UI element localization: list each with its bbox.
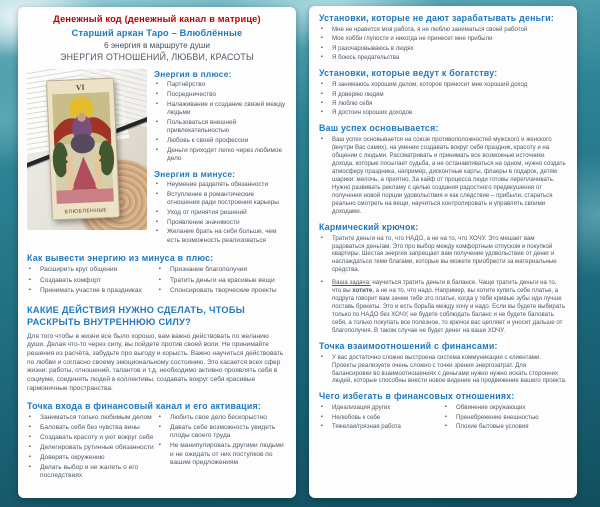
- actions-section-title: КАКИЕ ДЕЙСТВИЯ НУЖНО СДЕЛАТЬ, ЧТОБЫ РАСКРЫТЬ ВНУТРЕННЮЮ СИЛУ?: [27, 304, 246, 327]
- relations-list: [319, 354, 567, 386]
- tarot-card-numeral: VI: [75, 82, 85, 93]
- document-header: [27, 14, 287, 63]
- balance-section-title: Как вывести энергию из минуса в плюс:: [27, 253, 214, 264]
- list-item: ▪ Тратить деньги на красивые вещи: [157, 277, 287, 286]
- karmic-task-label: Ваша задача:: [332, 279, 371, 287]
- entry-col2: [157, 414, 287, 483]
- list-item: ▪ Спонсировать творческие проекты: [157, 287, 287, 296]
- header-arcana-title: Старший аркан Таро – Влюблённые: [71, 27, 243, 38]
- entry-section-title: Точка входа в финансовый канал и его активация:: [27, 400, 262, 411]
- list-item: ▪ Заниматься только любимым делом: [27, 414, 157, 423]
- wealth-list: [319, 81, 567, 117]
- energy-plus-list: [154, 81, 287, 163]
- list-item: ▪ Расширить круг общения: [27, 266, 157, 275]
- list-item: ▪ Партнёрство: [154, 81, 287, 89]
- list-item: ▪ Я разочаровываюсь в людях: [319, 45, 567, 53]
- avoid-col1: [319, 404, 443, 432]
- list-item: ▪ Пользоваться внешней привлекательностью: [154, 119, 287, 136]
- success-list: [319, 136, 567, 215]
- entry-col1: [27, 414, 157, 483]
- list-item: ▪ Я достоин хороших доходов: [319, 109, 567, 117]
- wealth-section-title: Установки, которые ведут к богатству:: [319, 68, 498, 79]
- list-item: ▪ Налаживание и создание связей между людьми: [154, 101, 287, 118]
- list-item: ▪ Мне не нравится моя работа, я не люблю заниматься своей работой: [319, 26, 567, 34]
- header-energy-number: 6 энергия в маршруте души: [104, 41, 210, 50]
- list-item: ▪ Доверять окружению: [27, 454, 157, 463]
- success-paragraph: ▪ Ваш успех основывается на союзе противоположностей мужского и женского (внутри Вас самих), на умении создавать вокруг себя праздник, красоту и на общении с людьми. Рассматривать и принимать все возможные источники дохода, которые посылает судьба, а не останавливаться на одном, нужно создать атмосферу праздника, например, дисконтные карты, флаеры в подарок, детям шарики: мелочь, а приятно. За кайф от процесса люди готовы переплачивать. Нужно развивать рекламу с целью создания радостного предвкушения от получения новой порции удовольствия и как следствие – прибыли, стараться реально смотреть на вещи, научиться контролировать и управлять своими доходами.: [319, 136, 567, 215]
- avoid-section-title: Чего избегать в финансовых отношениях:: [319, 391, 515, 402]
- energy-lists: [154, 69, 287, 246]
- tarot-photo: [27, 69, 147, 230]
- list-item: ▪ Делать выбор и не жалеть о его последствиях: [27, 464, 157, 481]
- list-item: ▪ Уход от принятия решений: [154, 209, 287, 217]
- list-item: ▪ Любить свое дело бескорыстно: [157, 414, 287, 423]
- list-item: ▪ Я боюсь предательства: [319, 54, 567, 62]
- header-energy-theme: ЭНЕРГИЯ ОТНОШЕНИЙ, ЛЮБВИ, КРАСОТЫ: [60, 52, 254, 63]
- list-item: ▪ Желание брать на себя больше, чем есть возможность реализоваться: [154, 228, 287, 245]
- list-item: ▪ Я люблю себя: [319, 100, 567, 108]
- list-item: ▪ Вступление в романтические отношения ради построения карьеры: [154, 191, 287, 208]
- blocking-list: [319, 26, 567, 62]
- balance-col1: [27, 266, 157, 296]
- list-item: ▪ Делегировать рутинные обязанности: [27, 444, 157, 453]
- list-item: ▪ Создавать комфорт: [27, 277, 157, 286]
- energy-minus-list: [154, 181, 287, 245]
- balance-columns: [27, 266, 287, 296]
- list-item: ▪ Я занимаюсь хорошим делом, которое приносит мне хороший доход: [319, 81, 567, 89]
- list-item: ▪ Давать себе возможность увидеть плоды своего труда: [157, 424, 287, 441]
- avoid-col2: [443, 404, 567, 432]
- tarot-card-illustration: [47, 79, 119, 220]
- karmic-section-title: Кармический крючок:: [319, 221, 419, 232]
- relations-section-title: Точка взаимоотношений с финансами:: [319, 340, 498, 351]
- entry-columns: [27, 414, 287, 483]
- list-item: ▪ Мое хобби глупости и никогда не принесет мне прибыли: [319, 35, 567, 43]
- tarot-card-caption: ВЛЮБЛЕННЫЕ: [64, 207, 108, 216]
- list-item: ▪ Любовь к своей профессии: [154, 137, 287, 145]
- list-item: ▪ Идеализация других: [319, 404, 443, 412]
- header-money-code: Денежный код (денежный канал в матрице): [53, 14, 261, 24]
- list-item: ▪ Баловать себя без чувства вины: [27, 424, 157, 433]
- media-row: [27, 69, 287, 246]
- list-item: ▪ Признание благополучия: [157, 266, 287, 275]
- left-panel: [18, 7, 296, 498]
- list-item: ▪ Тяжелая/грязная работа: [319, 423, 443, 431]
- list-item: ▪ Нелюбовь к себе: [319, 414, 443, 422]
- list-item: ▪ Принимать участие в праздниках: [27, 287, 157, 296]
- list-item: ▪ Создавать красоту и уют вокруг себя: [27, 434, 157, 443]
- karmic-bullet-2: [319, 279, 567, 334]
- karmic-bullet-1: ▪ Тратите деньги на то, что НАДО, а не на то, что ХОЧУ. Это мешает вам радоваться деньгам. Это про выбор между комфортным отпуском и покупкой квартиры. Шестая энергия запрещает вам получение удовольствие от денег и наслаждаться теми благами, которые вы можете приобрести за материальные средства.: [319, 235, 567, 275]
- balance-col2: [157, 266, 287, 296]
- list-item: ▪ Не манипулировать другими людьми и не ожидать от них поступков по вашим предложениям: [157, 442, 287, 468]
- avoid-columns: [319, 404, 567, 432]
- list-item: ▪ Я доверяю людям: [319, 91, 567, 99]
- success-section-title: Ваш успех основывается:: [319, 123, 439, 134]
- karmic-task-text-2: , а не на то, что надо. Например, вы хотите купить себе платье, а подруга говорит вам зачем тебе это платье, когда у тебя кривые зубы иди лучше поставь брекеты. Это и есть борьба между хочу и надо. Если вы будете выбирать только по НАДО без ХОЧУ, не будете соблюдать баланс и не будете баловать себя, а только покупать все полезное, то крючок вас цепляет и уносит дальше от благополучия. В таком случае не будет денег на ваши ХОЧУ.: [332, 287, 566, 334]
- relations-paragraph: ▪ У вас достаточно сложно выстроена система коммуникации с клиентами. Проекты реализуете очень сложно с точки зрения энергозатрат. Для балансировки во взаимоотношениях с деньгами нужно нужно искать сторонних людей, которые способны внести новое видение на продвижение вашего проекта.: [319, 354, 567, 386]
- list-item: ▪ Проявление значимости: [154, 219, 287, 227]
- list-item: ▪ Плохие бытовые условия: [443, 423, 567, 431]
- karmic-task-bold-word: хотите: [352, 287, 373, 295]
- list-item: ▪ Деньги приходят легко через любимое дело: [154, 147, 287, 164]
- right-panel: [309, 6, 577, 498]
- energy-minus-title: Энергия в минусе:: [154, 168, 236, 179]
- energy-plus-title: Энергия в плюсе:: [154, 69, 232, 80]
- actions-paragraph: Для того чтобы в жизни все было хорошо, вам важно действовать по желанию души. Делая что-то через силу, вы пойдете против своей воли. Не принимайте решения из расчёта, забудьте про выгоду и корысть. Важно научиться действовать по любви и согласно своему эмоциональному состоянию. Это касается всех сфер жизни: работы, отношений, талантов и т.д. необходимо активно проявлять себя в социуме, соединять людей в коллективы, создавать вокруг себя красивые гармоничные пространства.: [27, 332, 284, 392]
- blocking-section-title: Установки, которые не дают зарабатывать деньги:: [319, 13, 555, 23]
- list-item: ▪ Неумение разделять обязанности: [154, 181, 287, 189]
- list-item: ▪ Обвинение окружающих: [443, 404, 567, 412]
- list-item: ▪ Посредничество: [154, 91, 287, 99]
- karmic-list: [319, 235, 567, 335]
- karmic-task-text-1: научиться тратить деньги в балансе. Чаще тратить деньги на то, что вы: [332, 279, 557, 295]
- list-item: ▪ Пренебрежение внешностью: [443, 414, 567, 422]
- tarot-card-lovers: [46, 78, 120, 221]
